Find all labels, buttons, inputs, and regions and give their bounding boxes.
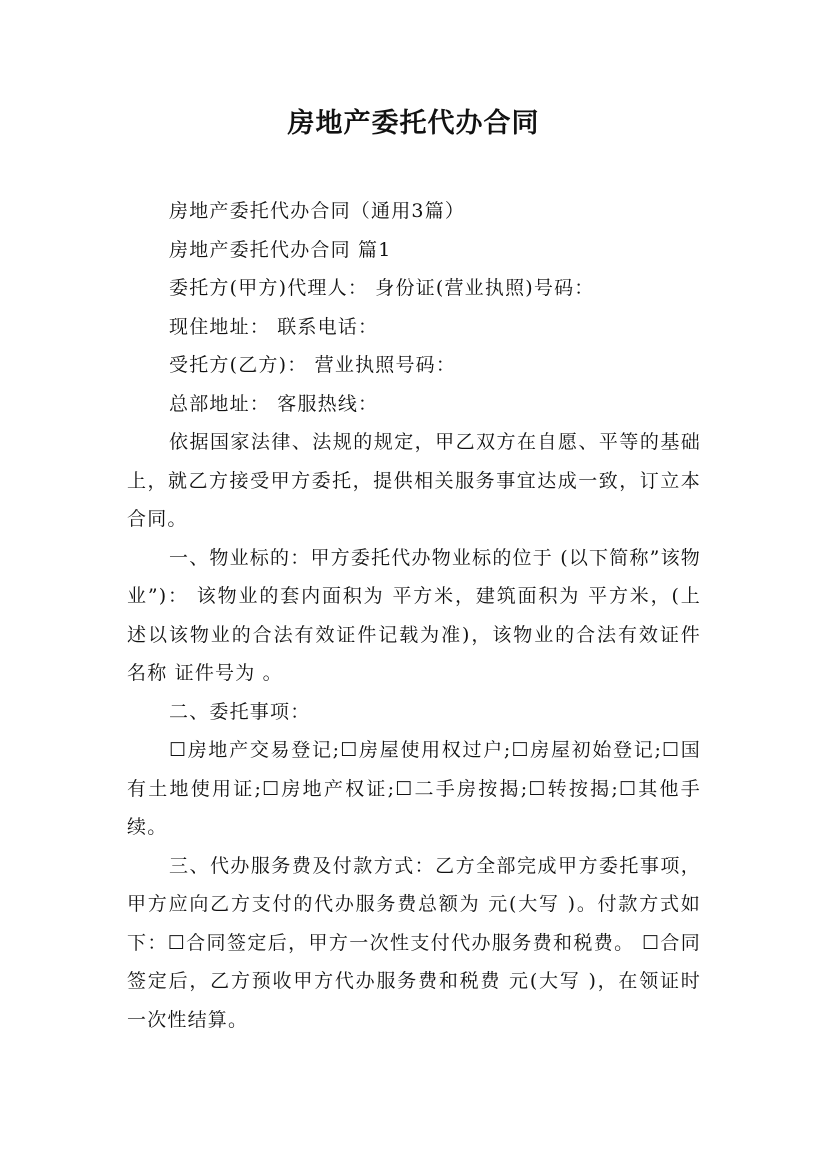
paragraph-preamble: 依据国家法律、法规的规定，甲乙双方在自愿、平等的基础上，就乙方接受甲方委托，提供相关服务事宜达成一致，订立本合同。	[127, 431, 701, 530]
field-principal: 委托方(甲方)代理人： 身份证(营业执照)号码：	[169, 277, 595, 299]
document-body	[127, 192, 701, 1039]
section-heading: 房地产委托代办合同 篇1	[169, 238, 392, 261]
paragraph-service-fee: 三、代办服务费及付款方式：乙方全部完成甲方委托事项，甲方应向乙方支付的代办服务费总额为 元(大写 )。付款方式如下：☐合同签定后，甲方一次性支付代办服务费和税费。 ☐合同签定后，乙方预收甲方代办服务费和税费 元(大写 )，在领证时一次性结算。	[127, 854, 701, 1031]
document-subtitle: 房地产委托代办合同（通用3篇）	[169, 200, 466, 222]
paragraph-entrusted-matters-options: ☐房地产交易登记;☐房屋使用权过户;☐房屋初始登记;☐国有土地使用证;☐房地产权证;☐二手房按揭;☐转按揭;☐其他手续。	[127, 739, 701, 838]
paragraph-property-subject: 一、物业标的：甲方委托代办物业标的位于 (以下简称”该物业”)： 该物业的套内面积为 平方米，建筑面积为 平方米，(上述以该物业的合法有效证件记载为准)，该物业的合法有效证件名称 证件号为 。	[127, 546, 701, 684]
document-title: 房地产委托代办合同	[287, 108, 540, 139]
field-address: 现住地址： 联系电话：	[169, 315, 379, 338]
field-headquarters: 总部地址： 客服热线：	[169, 392, 379, 415]
field-trustee: 受托方(乙方)： 营业执照号码：	[169, 354, 457, 376]
paragraph-entrusted-matters-heading: 二、委托事项：	[169, 700, 311, 723]
